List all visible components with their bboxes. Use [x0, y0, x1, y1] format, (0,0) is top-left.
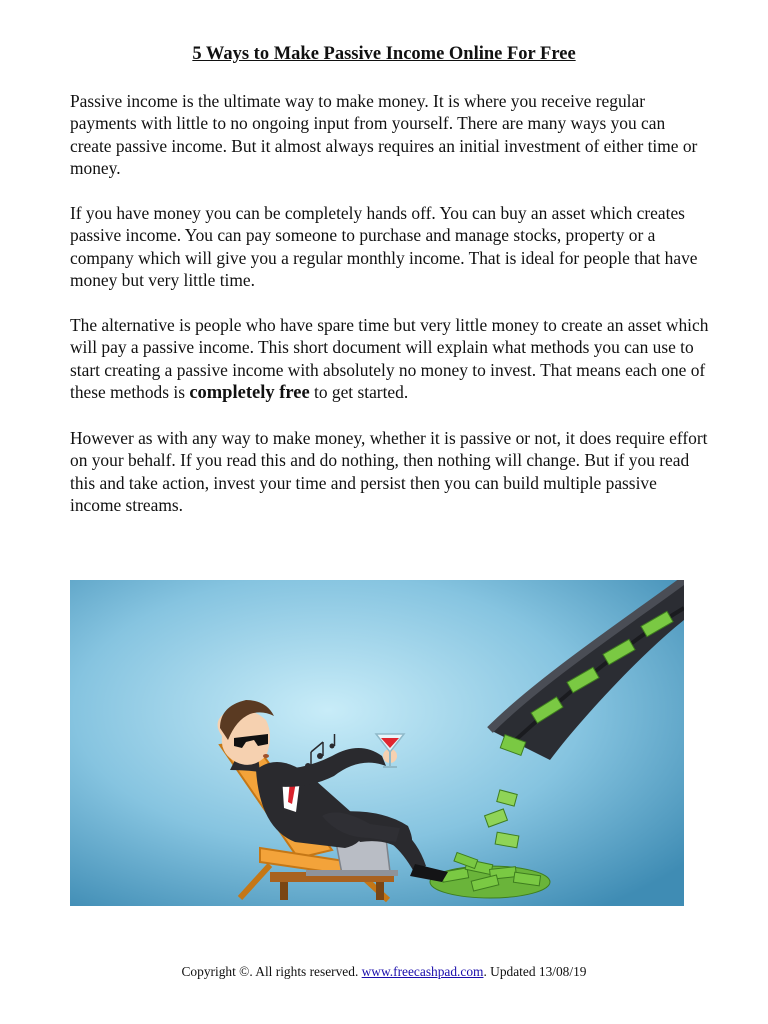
document-body: [70, 90, 710, 539]
paragraph-alternative-text: The alternative is people who have spare time but very little money to create an asset which will pay a passive income. This short document will explain what methods you can use to start creating a passive income with absolutely no money to invest. That means each one of these methods is: [70, 315, 709, 403]
document-title: 5 Ways to Make Passive Income Online For Free: [192, 44, 576, 64]
paragraph-alternative: [70, 314, 710, 405]
paragraph-intro: Passive income is the ultimate way to make money. It is where you receive regular payments with little to no ongoing input from yourself. There are many ways you can create passive income. But it almost always requires an initial investment of either time or money.: [70, 91, 698, 179]
copyright-text: Copyright ©. All rights reserved.: [181, 964, 362, 979]
paragraph-money: If you have money you can be completely hands off. You can buy an asset which creates passive income. You can pay someone to purchase and manage stocks, property or a company which will give you a regular monthly income. That is ideal for people that have money but very little time.: [70, 203, 698, 291]
paragraph-effort: However as with any way to make money, whether it is passive or not, it does require effort on your behalf. If you read this and do nothing, then nothing will change. But if you read this and take action, invest your time and persist then you can build multiple passive income streams.: [70, 428, 708, 516]
completely-free-emphasis: completely free: [189, 383, 310, 404]
paragraph-alternative-end: to get started.: [309, 382, 409, 403]
updated-date-text: . Updated 13/08/19: [483, 964, 587, 979]
website-link[interactable]: www.freecashpad.com: [361, 964, 484, 979]
passive-income-illustration: [70, 580, 684, 906]
page-footer: [0, 964, 768, 980]
